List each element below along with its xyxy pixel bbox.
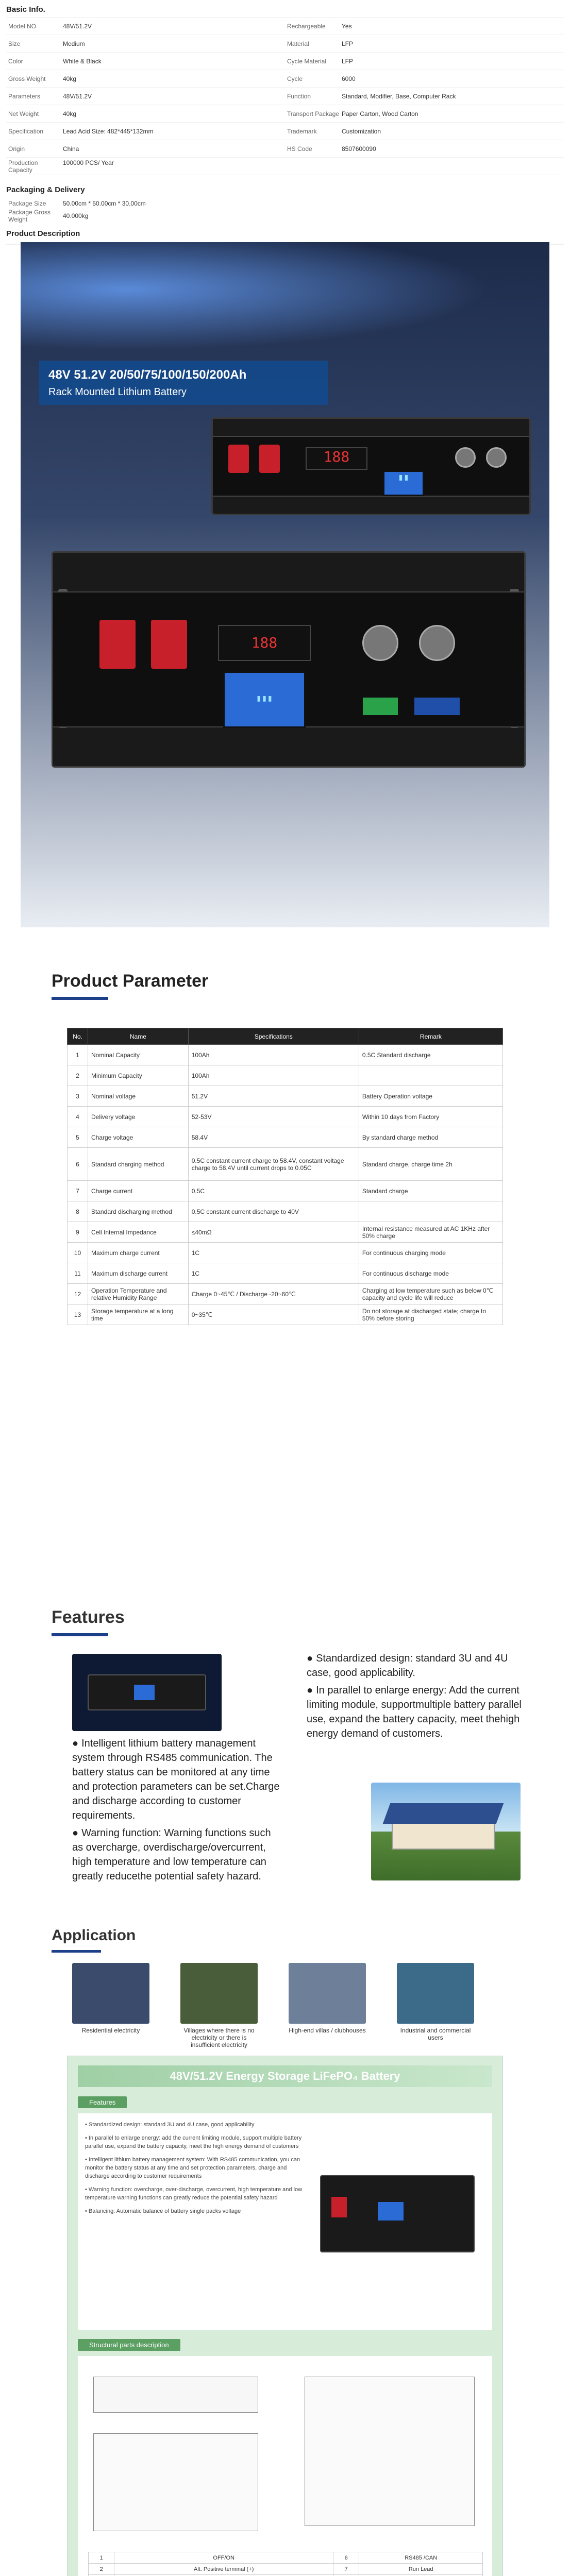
packaging-table	[0, 197, 570, 222]
field-label: Cycle Material	[287, 57, 327, 65]
table-cell: Do not storage at discharged state; charge to 50% before storing	[359, 1304, 502, 1325]
table-cell: Nominal voltage	[88, 1086, 189, 1107]
application-caption: High-end villas / clubhouses	[289, 2027, 366, 2034]
hero-title-box	[39, 361, 328, 405]
table-cell: Nominal Capacity	[88, 1045, 189, 1065]
sheet-bullet: • Standardized design: standard 3U and 4U case, good applicability	[85, 2122, 255, 2128]
table-cell: 1	[68, 1045, 88, 1065]
hero-banner	[21, 242, 549, 927]
field-value: Lead Acid Size: 482*445*132mm	[63, 127, 154, 135]
field-value: LFP	[342, 40, 354, 47]
solar-house-image	[371, 1783, 521, 1880]
field-label: Material	[287, 40, 309, 47]
basic-info-row	[6, 158, 564, 175]
table-cell	[359, 1201, 502, 1222]
field-label: Net Weight	[8, 110, 39, 117]
table-cell: 9	[68, 1222, 88, 1243]
table-cell: 2	[68, 1065, 88, 1086]
basic-info-row	[6, 123, 564, 140]
basic-info-row	[6, 140, 564, 158]
breaker-negative-icon	[151, 620, 187, 669]
battery-rack-small: 188 ▮▮	[211, 417, 531, 515]
table-cell	[359, 1065, 502, 1086]
table-cell: 7	[68, 1181, 88, 1201]
basic-info-row	[6, 105, 564, 123]
table-cell: 58.4V	[188, 1127, 359, 1148]
field-label: Rechargeable	[287, 22, 326, 30]
table-cell: 52-53V	[188, 1107, 359, 1127]
table-cell: Maximum charge current	[88, 1243, 189, 1263]
basic-info-row	[6, 18, 564, 35]
table-cell: Standard discharging method	[88, 1201, 189, 1222]
lcd-screen: ▮▮▮	[223, 671, 306, 728]
table-row	[68, 1148, 503, 1181]
field-label: Model NO.	[8, 22, 38, 30]
feature-bullet: ● Warning function: Warning functions such as overcharge, overdischarge/overcurrent, high temperature and low temperature can greatly reducethe potential safety hazard.	[72, 1826, 283, 1884]
basic-info-row	[6, 53, 564, 70]
table-cell: 8	[68, 1201, 88, 1222]
field-label: Size	[8, 40, 21, 47]
column-header: No.	[68, 1028, 88, 1045]
field-value: 40kg	[63, 75, 77, 82]
table-row	[68, 1181, 503, 1201]
table-row	[68, 1086, 503, 1107]
field-value: 100000 PCS/ Year	[63, 159, 114, 166]
table-row	[89, 2552, 483, 2564]
table-row	[68, 1107, 503, 1127]
field-value: Medium	[63, 40, 85, 47]
field-value: 40.000kg	[63, 212, 89, 219]
table-cell: Battery Operation voltage	[359, 1086, 502, 1107]
sheet-banner: 48V/51.2V Energy Storage LiFePO₄ Battery	[78, 2065, 492, 2087]
basic-info-row	[6, 70, 564, 88]
table-row	[68, 1284, 503, 1304]
column-header: Name	[88, 1028, 189, 1045]
table-row	[68, 1304, 503, 1325]
table-cell: 6	[68, 1148, 88, 1181]
table-cell: Standard charge, charge time 2h	[359, 1148, 502, 1181]
sheet-bullet: • Balancing: Automatic balance of battery single packs voltage	[85, 2208, 241, 2214]
table-cell: 13	[68, 1304, 88, 1325]
sheet-bullet: • Warning function: overcharge, over-discharge, overcurrent, high temperature and low temperature warning functions can greatly reduce the potential safety hazard	[85, 2187, 303, 2201]
field-value: 40kg	[63, 110, 77, 117]
table-cell: Within 10 days from Factory	[359, 1107, 502, 1127]
table-cell: 2	[89, 2564, 114, 2575]
application-item	[397, 1963, 474, 2041]
table-cell: 11	[68, 1263, 88, 1284]
field-value: 48V/51.2V	[63, 22, 92, 30]
spec-sheet-features	[67, 2056, 503, 2576]
table-cell: Minimum Capacity	[88, 1065, 189, 1086]
table-cell: 0.5C constant current charge to 58.4V, constant voltage charge to 58.4V until current drops to 0.05C	[188, 1148, 359, 1181]
field-value: 48V/51.2V	[63, 92, 92, 100]
table-cell: Charge 0~45℃ / Discharge -20~60℃	[188, 1284, 359, 1304]
table-cell: Internal resistance measured at AC 1KHz after 50% charge	[359, 1222, 502, 1243]
field-label: HS Code	[287, 145, 312, 152]
packaging-row	[6, 210, 564, 222]
table-cell: Standard charge	[359, 1181, 502, 1201]
soc-display: 188	[218, 625, 311, 661]
field-value: 6000	[342, 75, 356, 82]
field-value: White & Black	[63, 57, 102, 65]
field-value: 50.00cm * 50.00cm * 30.00cm	[63, 200, 146, 207]
table-cell: 0.5C Standard discharge	[359, 1045, 502, 1065]
table-cell: For continuous discharge mode	[359, 1263, 502, 1284]
field-label: Package Size	[8, 200, 46, 207]
application-title: Application	[52, 1927, 136, 1944]
sheet-bullet: • Intelligent lithium battery management system: With RS485 communication, you can monitor the battery status at any time and set protection parameters, charge and discharge according to customer requirements	[85, 2157, 300, 2179]
table-cell: 1C	[188, 1243, 359, 1263]
table-row	[68, 1243, 503, 1263]
table-cell: RS485 /CAN	[359, 2552, 483, 2564]
table-cell: 100Ah	[188, 1065, 359, 1086]
table-cell: 1C	[188, 1263, 359, 1284]
feature-bullet: ● In parallel to enlarge energy: Add the current limiting module, supportmultiple battery parallel use, expand the battery capacity, meet thehigh energy demand of customers.	[307, 1683, 523, 1741]
structure-tag: Structural parts description	[78, 2339, 180, 2351]
application-caption: Industrial and commercial users	[400, 2027, 471, 2041]
table-cell: ≤40mΩ	[188, 1222, 359, 1243]
field-label: Function	[287, 92, 311, 100]
table-cell: 10	[68, 1243, 88, 1263]
features-right-text	[307, 1651, 523, 1744]
application-photo	[289, 1963, 366, 2024]
field-label: Gross Weight	[8, 75, 46, 82]
field-value: Customization	[342, 127, 381, 135]
basic-info-row	[6, 88, 564, 105]
application-caption: Residential electricity	[81, 2027, 140, 2034]
table-row	[68, 1201, 503, 1222]
product-parameter-title: Product Parameter	[52, 971, 209, 991]
table-cell: 1	[89, 2552, 114, 2564]
table-row	[89, 2564, 483, 2575]
table-cell: For continuous charging mode	[359, 1243, 502, 1263]
table-cell: 100Ah	[188, 1045, 359, 1065]
basic-info-section	[0, 0, 570, 245]
feature-bullet: ● Intelligent lithium battery management system through RS485 communication. The battery status can be monitored at any time and protection parameters can be set.Charge and discharge according to customer requirements.	[72, 1736, 283, 1823]
table-cell: By standard charge method	[359, 1127, 502, 1148]
battery-rack-large	[52, 551, 526, 768]
table-cell: 51.2V	[188, 1086, 359, 1107]
table-cell: 4	[68, 1107, 88, 1127]
field-value: China	[63, 145, 79, 152]
packaging-row	[6, 197, 564, 210]
packaging-title: Packaging & Delivery	[6, 185, 85, 194]
table-cell: 6	[333, 2552, 359, 2564]
field-label: Trademark	[287, 127, 317, 135]
application-item	[72, 1963, 149, 2034]
field-label: Origin	[8, 145, 25, 152]
table-cell: 7	[333, 2564, 359, 2575]
table-row	[68, 1263, 503, 1284]
hero-subtitle: Rack Mounted Lithium Battery	[48, 386, 187, 398]
table-row	[68, 1127, 503, 1148]
title-underline	[52, 1950, 101, 1953]
application-item	[180, 1963, 258, 2048]
sheet-bullet: • In parallel to enlarge energy: add the current limiting module, support multiple battery parallel use, expand the battery capacity, meet the high energy demand of customers	[85, 2135, 302, 2149]
table-cell: 0.5C	[188, 1181, 359, 1201]
parameter-table	[67, 1028, 503, 1325]
application-photo	[180, 1963, 258, 2024]
table-cell: Charging at low temperature such as below 0℃ capacity and cycle life will reduce	[359, 1284, 502, 1304]
field-label: Cycle	[287, 75, 303, 82]
field-label: Specification	[8, 127, 44, 135]
basic-info-title: Basic Info.	[6, 5, 45, 14]
feature-bullet: ● Standardized design: standard 3U and 4U case, good applicability.	[307, 1651, 523, 1680]
table-row	[68, 1045, 503, 1065]
application-caption: Villages where there is no electricity or there is insufficient electricity	[183, 2027, 255, 2048]
table-cell: 3	[68, 1086, 88, 1107]
breaker-positive-icon	[99, 620, 136, 669]
title-underline	[52, 997, 108, 1000]
column-header: Specifications	[188, 1028, 359, 1045]
battery-feature-image	[72, 1654, 222, 1731]
field-value: LFP	[342, 57, 354, 65]
field-label: Production Capacity	[8, 159, 38, 174]
parts-table	[88, 2552, 483, 2576]
features-title: Features	[52, 1607, 125, 1627]
application-photo	[72, 1963, 149, 2024]
field-value: Yes	[342, 22, 352, 30]
field-value: Paper Carton, Wood Carton	[342, 110, 418, 117]
basic-info-table	[6, 17, 564, 175]
table-cell: 12	[68, 1284, 88, 1304]
table-cell: 5	[68, 1127, 88, 1148]
table-cell: Charge voltage	[88, 1127, 189, 1148]
table-cell: Cell Internal Impedance	[88, 1222, 189, 1243]
application-item	[289, 1963, 366, 2034]
field-label: Color	[8, 57, 23, 65]
hero-title: 48V 51.2V 20/50/75/100/150/200Ah	[48, 368, 247, 382]
table-cell: OFF/ON	[114, 2552, 333, 2564]
table-cell: 0~35℃	[188, 1304, 359, 1325]
features-card	[78, 2113, 492, 2330]
table-cell: Delivery voltage	[88, 1107, 189, 1127]
product-description-label: Product Description	[6, 229, 80, 238]
field-value: Standard, Modifier, Base, Computer Rack	[342, 92, 456, 100]
table-cell: Standard charging method	[88, 1148, 189, 1181]
table-cell: Storage temperature at a long time	[88, 1304, 189, 1325]
table-row	[68, 1222, 503, 1243]
basic-info-row	[6, 35, 564, 53]
title-underline	[52, 1633, 108, 1636]
table-cell: Operation Temperature and relative Humidity Range	[88, 1284, 189, 1304]
application-photo	[397, 1963, 474, 2024]
features-left-text	[72, 1736, 283, 1887]
table-cell: Run Lead	[359, 2564, 483, 2575]
table-cell: Alt. Positive terminal (+)	[114, 2564, 333, 2575]
field-value: 8507600090	[342, 145, 376, 152]
column-header: Remark	[359, 1028, 502, 1045]
field-label: Transport Package	[287, 110, 339, 117]
table-row	[68, 1065, 503, 1086]
structure-card	[78, 2356, 492, 2576]
table-cell: Charge current	[88, 1181, 189, 1201]
table-cell: 0.5C constant current discharge to 40V	[188, 1201, 359, 1222]
table-header-row	[68, 1028, 503, 1045]
table-cell: Maximum discharge current	[88, 1263, 189, 1284]
field-label: Package Gross Weight	[8, 209, 51, 223]
field-label: Parameters	[8, 92, 41, 100]
features-tag: Features	[78, 2096, 127, 2108]
